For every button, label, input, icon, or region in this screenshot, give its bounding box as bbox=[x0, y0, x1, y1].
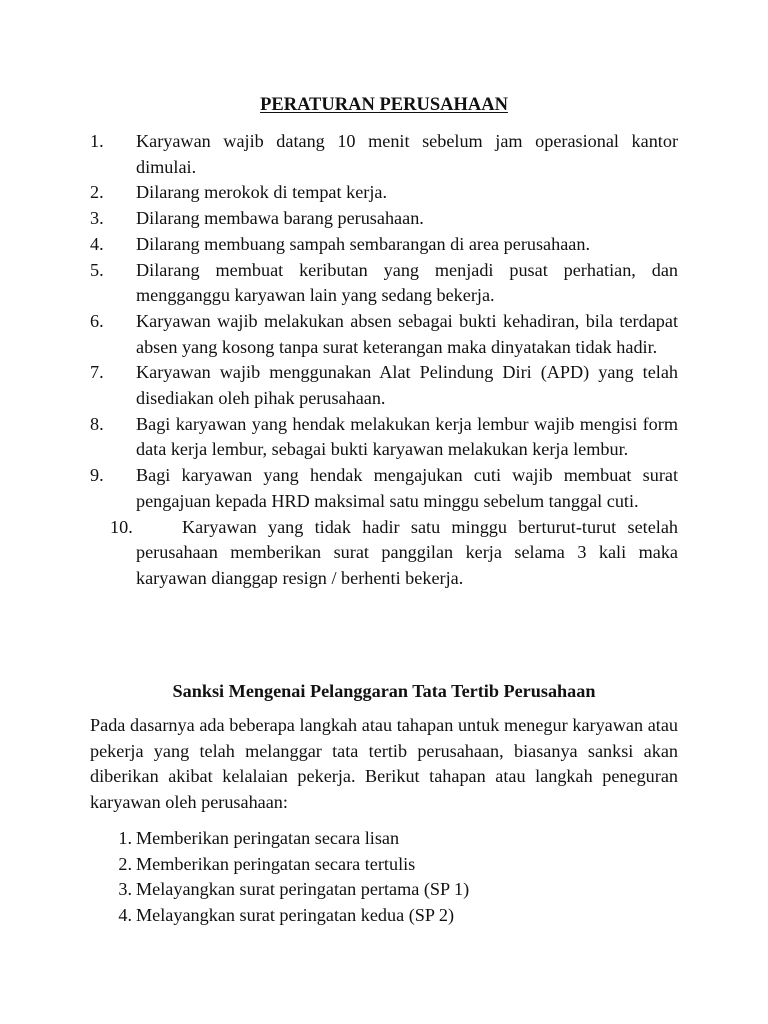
list-item-number: 2. bbox=[90, 182, 104, 203]
list-item bbox=[90, 826, 678, 852]
document-title: PERATURAN PERUSAHAAN bbox=[260, 95, 508, 115]
list-item-number: 3. bbox=[118, 879, 132, 900]
list-item-text: Bagi karyawan yang hendak melakukan kerja lembur wajib mengisi form data kerja lembur, sebagai bukti karyawan melakukan kerja lembur. bbox=[136, 413, 678, 460]
list-item bbox=[90, 412, 678, 463]
list-item bbox=[90, 877, 678, 903]
sanctions-paragraph: Pada dasarnya ada beberapa langkah atau tahapan untuk menegur karyawan atau pekerja yang telah melanggar tata tertib perusahaan, biasanya sanksi akan diberikan akibat kelalaian pekerja. Berikut tahapan atau langkah peneguran karyawan oleh perusahaan: bbox=[90, 715, 678, 813]
sanctions-heading: Sanksi Mengenai Pelanggaran Tata Tertib Perusahaan bbox=[172, 681, 596, 701]
list-item bbox=[90, 309, 678, 360]
list-item-number: 3. bbox=[90, 208, 104, 229]
list-item-text: Karyawan wajib melakukan absen sebagai bukti kehadiran, bila terdapat absen yang kosong tanpa surat keterangan maka dinyatakan tidak hadir. bbox=[136, 310, 678, 357]
list-item bbox=[90, 129, 678, 180]
list-item-text: Dilarang merokok di tempat kerja. bbox=[136, 182, 388, 203]
list-item-number: 8. bbox=[90, 413, 104, 434]
list-item-number: 6. bbox=[90, 310, 104, 331]
list-item bbox=[90, 515, 678, 592]
list-item bbox=[90, 852, 678, 878]
list-item-number: 7. bbox=[90, 362, 104, 383]
list-item-text: Dilarang membuat keributan yang menjadi pusat perhatian, dan mengganggu karyawan lain yang sedang bekerja. bbox=[136, 259, 678, 306]
list-item bbox=[90, 360, 678, 411]
list-item-number: 2. bbox=[118, 853, 132, 874]
list-item-number: 9. bbox=[90, 465, 104, 486]
list-item-text: Melayangkan surat peringatan pertama (SP 1) bbox=[136, 879, 470, 900]
list-item bbox=[90, 232, 678, 258]
list-item-number: 4. bbox=[90, 233, 104, 254]
list-item-number: 5. bbox=[90, 259, 104, 280]
list-item-number: 1. bbox=[118, 828, 132, 848]
list-item-number: 4. bbox=[118, 905, 132, 926]
list-item-text: Melayangkan surat peringatan kedua (SP 2) bbox=[136, 905, 455, 926]
list-item-text: Karyawan yang tidak hadir satu minggu berturut-turut setelah perusahaan memberikan surat panggilan kerja selama 3 kali maka karyawan dianggap resign / berhenti bekerja. bbox=[136, 516, 678, 588]
list-item-text: Bagi karyawan yang hendak mengajukan cuti wajib membuat surat pengajuan kepada HRD maksimal satu minggu sebelum tanggal cuti. bbox=[136, 465, 678, 511]
list-item-text: Dilarang membawa barang perusahaan. bbox=[136, 208, 424, 229]
list-item-number: 10. bbox=[110, 516, 133, 537]
list-item-text: Memberikan peringatan secara tertulis bbox=[136, 853, 416, 874]
list-item-text: Karyawan wajib datang 10 menit sebelum jam operasional kantor dimulai. bbox=[136, 131, 678, 177]
list-item bbox=[90, 903, 678, 929]
rules-list bbox=[90, 129, 678, 592]
list-item-text: Karyawan wajib menggunakan Alat Pelindung Diri (APD) yang telah disediakan oleh pihak perusahaan. bbox=[136, 362, 678, 409]
list-item bbox=[90, 206, 678, 232]
list-item bbox=[90, 258, 678, 309]
list-item-text: Memberikan peringatan secara lisan bbox=[136, 828, 400, 848]
steps-list bbox=[90, 826, 678, 929]
list-item bbox=[90, 180, 678, 206]
list-item-number: 1. bbox=[90, 131, 104, 151]
list-item-text: Dilarang membuang sampah sembarangan di area perusahaan. bbox=[136, 233, 590, 254]
list-item bbox=[90, 463, 678, 514]
